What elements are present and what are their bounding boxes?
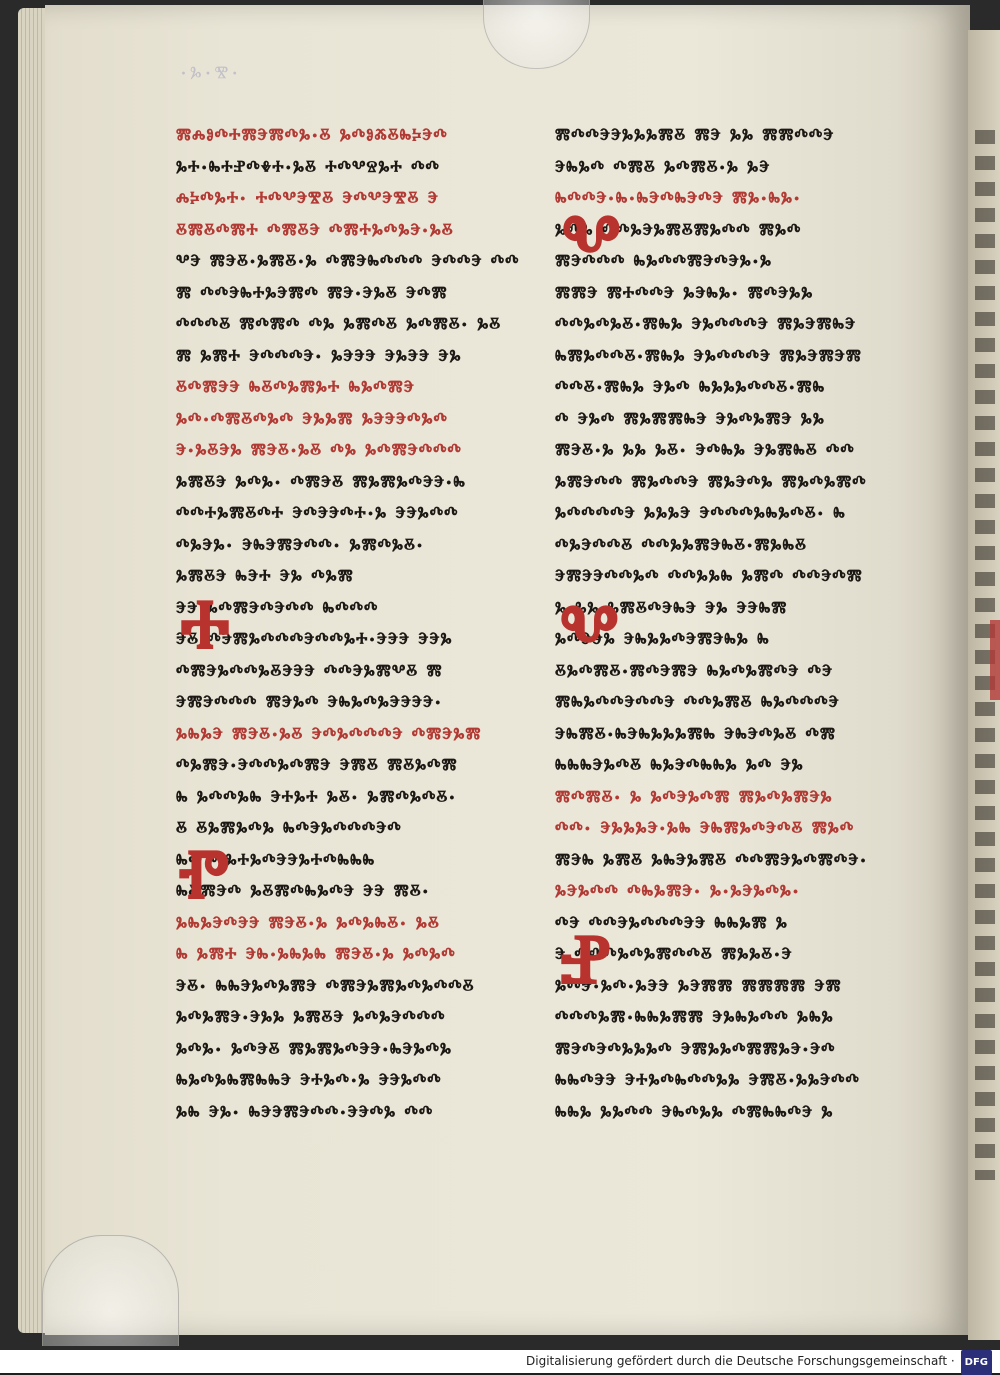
footer-credit: Digitalisierung gefördert durch die Deutsche Forschungsgemeinschaft · <box>526 1354 955 1368</box>
text-line: ⰵⰿⰵⰵⰴⰴⰳⰴ ⰴⰴⰳⰳⰸ ⰳⰿⰴ ⰴⰴⰵⰴⰿ <box>555 564 863 589</box>
dfg-logo[interactable]: DFG <box>961 1350 992 1375</box>
text-line: ⰳⰿⰵⰴⰴ ⰿⰳⰴⰴⰵ ⰿⰳⰵⰴⰳ ⰿⰳⰴⰳⰿⰴ <box>555 469 867 495</box>
text-line: ⰵ ⰴⰴⰴⰳⰴⰳⰿⰴⰴⰻ ⰿⰳⰳⰻ·ⰵ <box>555 942 793 967</box>
text-line: ⰻⰿⰻⰴⰿⰰ ⰴⰿⰻⰵ ⰴⰿⰰⰳⰴⰳⰵ·ⰳⰻ <box>176 217 454 243</box>
folio-number: ·ⰳ·ⰺ· <box>180 62 242 87</box>
decorated-initial: ⰲ <box>562 192 621 300</box>
text-line: ⰻ ⰻⰳⰿⰳⰴⰳ ⰸⰴⰵⰳⰴⰴⰴⰵⰴ <box>176 816 402 841</box>
text-line: ⰴⰴ· ⰵⰳⰳⰳⰵ·ⰳⰸ ⰵⰸⰿⰳⰴⰵⰴⰻ ⰿⰳⰴ <box>555 816 855 841</box>
text-line: ⰳⰸⰳⰵ ⰿⰵⰻ·ⰳⰻ ⰵⰴⰳⰴⰴⰴⰵ ⰴⰿⰵⰳⰿ <box>176 721 482 747</box>
text-line: ⰿ ⰴⰴⰵⰸⰰⰳⰵⰿⰴ ⰿⰵ·ⰵⰳⰻ ⰵⰴⰿ <box>176 280 448 306</box>
decorated-initial: ⱀ <box>560 912 611 1020</box>
text-line: ⰿⰵⰴⰴⰴ ⰸⰳⰴⰴⰿⰵⰴⰵⰳ·ⰳ <box>555 249 773 274</box>
text-line: ⰴⰳⰵⰳ· ⰵⰸⰵⰿⰵⰴⰴ· ⰳⰿⰴⰳⰻ· <box>176 532 425 558</box>
text-line: ⰴⰳⰿⰵ·ⰵⰴⰴⰳⰴⰿⰵ ⰵⰿⰻ ⰿⰻⰳⰴⰿ <box>176 753 458 778</box>
text-line: ⰴ ⰵⰳⰴ ⰿⰳⰿⰿⰸⰵ ⰵⰳⰴⰳⰿⰵ ⰳⰳ <box>555 406 825 432</box>
text-line: ⰸⰳⰴⰳⰸⰿⰸⰸⰵ ⰵⰰⰳⰴ·ⰳ ⰵⰵⰳⰴⰴ <box>176 1068 442 1093</box>
text-line: ⰴⰴⰻ·ⰿⰸⰳ ⰵⰳⰴ ⰸⰳⰳⰳⰴⰴⰻ·ⰿⰸ <box>555 375 826 400</box>
text-line: ⰳⰰ·ⰸⰰⱀⰴⰷⰰ·ⰳⰻ ⰰⰴⰲⱄⰳⰰ ⰴⰴ <box>176 154 440 180</box>
text-line: ⰴⰳⰵⰴⰴⰻ ⰴⰴⰳⰳⰿⰵⰸⰻ·ⰿⰳⰸⰻ <box>555 532 807 558</box>
text-line: ⰳⰴⰵ·ⰳⰴ·ⰳⰵⰵ ⰳⰵⰿⰿ ⰿⰿⰿⰿ ⰵⰿ <box>555 973 842 999</box>
bottom-clip <box>42 1235 179 1346</box>
text-line: ⰵⰻ· ⰸⰸⰵⰳⰴⰳⰿⰵ ⰴⰿⰵⰳⰿⰳⰴⰳⰴⰴⰻ <box>176 973 475 999</box>
text-line: ⰸⰸⰳ ⰳⰳⰴⰴ ⰵⰸⰴⰳⰳ ⰴⰿⰸⰸⰴⰵ ⰳ <box>555 1099 834 1125</box>
text-line: ⰿⰵⰴⰵⰴⰳⰳⰳⰴ ⰵⰿⰳⰳⰴⰿⰿⰳⰵ·ⰵⰴ <box>555 1036 836 1062</box>
text-line: ⰿⰿⰵ ⰿⰰⰴⰴⰵ ⰳⰵⰸⰳ· ⰿⰴⰵⰳⰳ <box>555 280 814 306</box>
text-line: ⰲⰵ ⰿⰵⰻ·ⰳⰿⰻ·ⰳ ⰴⰿⰵⰸⰴⰴⰴ ⰵⰴⰴⰵ ⰴⰴ <box>176 249 520 274</box>
text-line: ⰳⰿⰻⰵ ⰳⰴⰳ· ⰴⰿⰵⰻ ⰿⰳⰿⰳⰴⰵⰵ·ⰸ <box>176 469 466 495</box>
text-line: ⰴⰵ ⰴⰴⰵⰳⰴⰴⰴⰵⰵ ⰸⰸⰳⰿ ⰳ <box>555 910 788 936</box>
text-line: ⰿⰴⰴⰵⰵⰳⰳⰳⰿⰻ ⰿⰵ ⰳⰳ ⰿⰿⰴⰴⰵ <box>555 123 835 148</box>
text-line: ⰴⰴⰰⰳⰿⰻⰴⰰ ⰵⰴⰵⰵⰴⰰ·ⰳ ⰵⰵⰳⰴⰴ <box>176 501 459 526</box>
text-line: ⰿ ⰳⰿⰰ ⰵⰴⰴⰴⰵ· ⰳⰵⰵⰵ ⰵⰳⰵⰵ ⰵⰳ <box>176 343 462 369</box>
text-line: ⰿⰵⰻ·ⰳ ⰳⰳ ⰳⰻ· ⰵⰴⰸⰳ ⰵⰳⰿⰸⰻ ⰴⰴ <box>555 438 855 463</box>
text-line: ⰴⰿⰵⰳⰴⰴⰳⰻⰵⰵⰵ ⰴⰴⰵⰳⰿⰲⰻ ⰿ <box>176 658 443 684</box>
text-line: ⰳⰸⰳⰵⰴⰵⰵ ⰿⰵⰻ·ⰳ ⰳⰴⰳⰸⰻ· ⰳⰻ <box>176 910 440 936</box>
text-line: ⰿⰴⰿⰻ· ⰳ ⰳⰴⰵⰳⰴⰿ ⰿⰳⰴⰳⰿⰵⰳ <box>555 784 833 810</box>
text-line: ⰳⰴⰵⰵⰳ ⰵⰸⰳⰳⰴⰵⰿⰵⰸⰳ ⰸ <box>555 627 770 652</box>
text-line: ⰸⰻⰿⰵⰴ ⰳⰻⰿⰴⰸⰳⰴⰵ ⰵⰵ ⰿⰻ· <box>176 879 430 904</box>
text-line: ⰵⰸⰳⰴ ⰴⰿⰻ ⰳⰴⰿⰻ·ⰳ ⰳⰵ <box>555 154 771 180</box>
text-line: ⰿⰵⰸ ⰳⰿⰻ ⰳⰸⰵⰳⰿⰻ ⰴⰴⰿⰵⰳⰴⰿⰴⰵ· <box>555 847 868 873</box>
text-line: ⰳ ⰳⰳ ⰳⰿⰻⰴⰵⰸⰵ ⰵⰳ ⰵⰵⰸⰿ <box>555 595 788 621</box>
text-line: ⰳⰴⰳ ⰴⰴⰳⰵⰳⰿⰻⰿⰳⰴⰴ ⰿⰳⰴ <box>555 217 802 243</box>
text-line: ⰸ ⰳⰴⰴⰳⰸ ⰵⰰⰳⰰ ⰳⰻ· ⰳⰿⰴⰳⰴⰻ· <box>176 784 457 810</box>
text-line: ⰵⰵ ⰳⰴⰿⰵⰴⰵⰴⰴ ⰸⰴⰴⰴ <box>176 595 379 621</box>
text-line: ⰸⰴ ⰴⰳⰰⰳⰴⰵⰵⰳⰰⰴⰸⰸⰸ <box>176 847 376 873</box>
text-line: ⰴⰴⰳⰴⰳⰻ·ⰿⰸⰳ ⰵⰳⰴⰴⰴⰵ ⰿⰳⰵⰿⰸⰵ <box>555 312 857 337</box>
text-line: ⰵ·ⰳⰻⰵⰳ ⰿⰵⰻ·ⰳⰻ ⰴⰳ ⰳⰴⰿⰵⰴⰴⰴ <box>176 438 462 463</box>
text-line: ⰳⰿⰻⰵ ⰸⰵⰰ ⰵⰳ ⰴⰳⰿ <box>176 564 354 589</box>
text-line: ⰵⰿⰵⰴⰴⰴ ⰿⰵⰳⰴ ⰵⰸⰳⰴⰳⰵⰵⰵⰵ· <box>176 690 443 715</box>
text-line: ⰸ ⰳⰿⰰ ⰵⰸ·ⰳⰸⰳⰸ ⰿⰵⰻ·ⰳ ⰳⰴⰳⰴ <box>176 942 456 967</box>
text-line: ⰳⰴⰳⰿⰵ·ⰵⰳⰳ ⰳⰿⰻⰵ ⰳⰴⰳⰵⰴⰴⰴ <box>176 1005 446 1030</box>
footer-bar <box>0 1350 1000 1373</box>
text-line: ⰸⰸⰸⰵⰳⰴⰻ ⰸⰳⰵⰴⰸⰸⰳ ⰳⰴ ⰵⰳ <box>555 753 804 778</box>
text-line: ⰳⰴ·ⰴⰿⰻⰴⰳⰴ ⰵⰳⰳⰿ ⰳⰵⰵⰵⰴⰳⰴ <box>176 406 448 432</box>
text-line: ⰸⰿⰳⰴⰴⰻ·ⰿⰸⰳ ⰵⰳⰴⰴⰴⰵ ⰿⰳⰵⰿⰵⰿ <box>555 343 862 369</box>
text-line: ⰳⰴⰳ· ⰳⰴⰵⰻ ⰿⰳⰿⰳⰴⰵⰵ·ⰸⰵⰳⰴⰳ <box>176 1036 452 1062</box>
text-line: ⰿⰸⰳⰴⰴⰵⰴⰴⰵ ⰴⰴⰳⰿⰻ ⰸⰳⰴⰴⰴⰵ <box>555 690 840 715</box>
text-line: ⰴⰴⰴⰳⰿ·ⰸⰸⰳⰿⰿ ⰵⰳⰸⰳⰴⰴ ⰳⰸⰳ <box>555 1005 834 1030</box>
text-line: ⰵⰻ ⰴⰵⰿⰳⰴⰴⰴⰵⰴⰴⰳⰰ·ⰵⰵⰵ ⰵⰵⰳ <box>176 627 453 652</box>
text-line: ⰸⰸⰴⰵⰵ ⰵⰰⰳⰴⰸⰴⰴⰳⰳ ⰵⰿⰻ·ⰳⰳⰵⰴⰴ <box>555 1068 860 1093</box>
text-line: ⰻⰴⰿⰵⰵ ⰸⰻⰴⰳⰿⰳⰰ ⰸⰳⰴⰿⰵ <box>176 375 415 400</box>
decorated-initial: ⰰ <box>180 577 231 685</box>
text-line: ⰳⰸ ⰵⰳ· ⰸⰵⰵⰿⰵⰴⰴ·ⰵⰵⰴⰳ ⰴⰴ <box>176 1099 434 1125</box>
text-line: ⰻⰳⰴⰿⰻ·ⰿⰴⰵⰿⰵ ⰸⰳⰴⰳⰿⰴⰵ ⰴⰵ <box>555 658 834 684</box>
text-line: ⰸⰴⰴⰵ·ⰸ·ⰸⰵⰴⰸⰵⰴⰵ ⰿⰳ·ⰸⰳ· <box>555 186 802 211</box>
decorated-initial: ⱂ <box>178 827 230 935</box>
decorated-initial: ⰲ <box>560 582 619 690</box>
text-line: ⰴⰴⰴⰻ ⰿⰴⰿⰴ ⰴⰳ ⰳⰿⰴⰻ ⰳⰴⰿⰻ· ⰳⰻ <box>176 312 502 337</box>
text-line: ⰵⰸⰿⰻ·ⰸⰵⰸⰳⰳⰳⰿⰸ ⰵⰸⰵⰴⰳⰻ ⰴⰿ <box>555 721 837 747</box>
text-line: ⰿⰾⱁⰴⰰⰿⰵⰿⰴⰳ·ⰻ ⰳⰴⱁⰶⰻⰸⰽⰵⰴ <box>176 123 448 148</box>
text-line: ⰾⰽⰴⰳⰰ· ⰰⰴⰲⰵⰺⰻ ⰵⰴⰲⰵⰺⰻ ⰵ <box>176 186 439 211</box>
text-line: ⰳⰵⰳⰴⰴ ⰴⰸⰳⰿⰵ· ⰳ·ⰳⰵⰳⰴⰳ· <box>555 879 801 904</box>
facing-page-rubric <box>990 620 1000 700</box>
text-line: ⰳⰴⰴⰴⰴⰵ ⰳⰳⰳⰵ ⰵⰴⰴⰴⰳⰸⰳⰴⰻ· ⰸ <box>555 501 846 526</box>
